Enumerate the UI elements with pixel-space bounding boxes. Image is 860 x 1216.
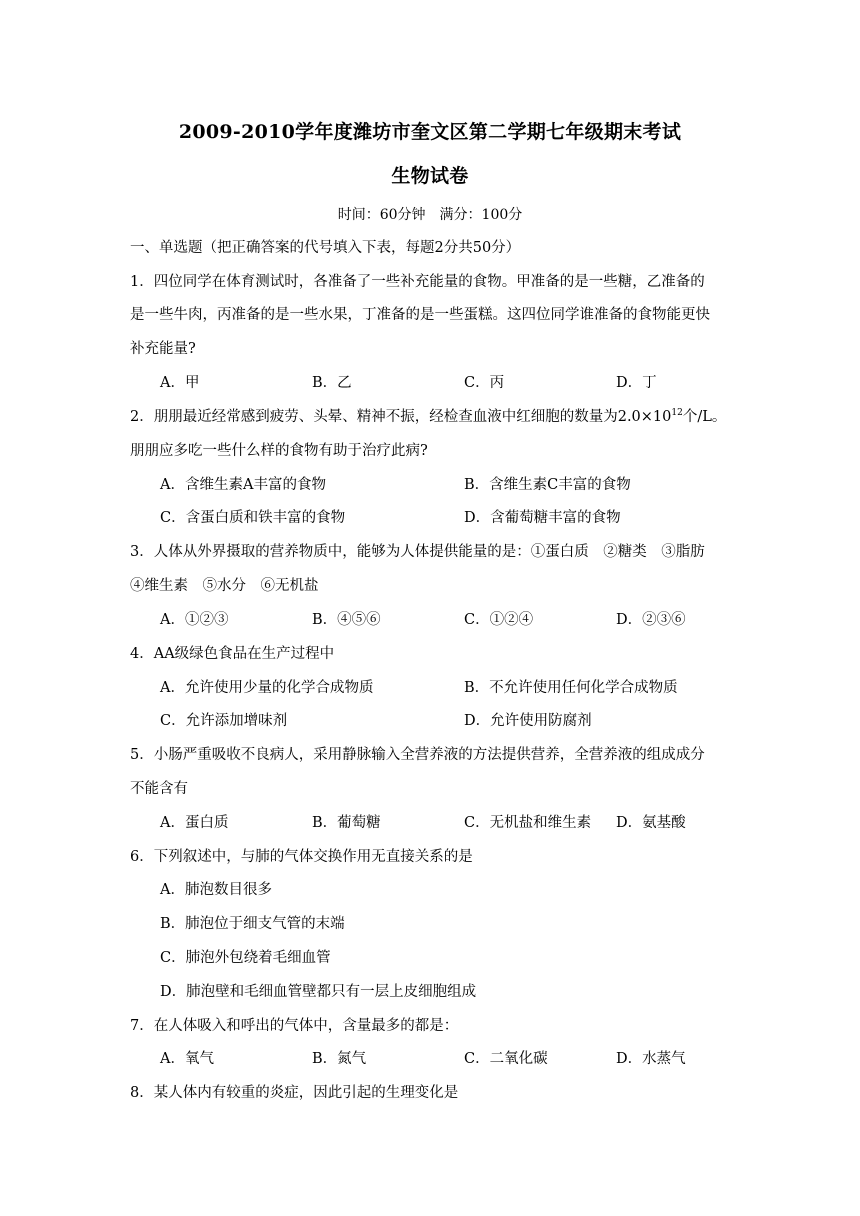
question-3-line-1: 3．人体从外界摄取的营养物质中，能够为人体提供能量的是：①蛋白质 ②糖类 ③脂肪 [130, 544, 705, 560]
question-1-option-b: B．乙 [312, 375, 352, 391]
question-2-option-d: D．含葡萄糖丰富的食物 [464, 510, 621, 526]
question-5-line-2: 不能含有 [130, 781, 188, 797]
question-1-option-c: C．丙 [464, 375, 505, 391]
question-7-option-b: B．氮气 [312, 1051, 367, 1067]
question-3-option-c: C．①②④ [464, 612, 534, 628]
question-6-option-d: D．肺泡壁和毛细血管壁都只有一层上皮细胞组成 [160, 984, 477, 1000]
section-heading: 一、单选题（把正确答案的代号填入下表，每题2分共50分） [130, 240, 521, 256]
question-6-option-b: B．肺泡位于细支气管的末端 [160, 916, 345, 932]
question-2-line-2: 朋朋应多吃一些什么样的食物有助于治疗此病? [130, 443, 428, 459]
question-1-line-1: 1．四位同学在体育测试时，各准备了一些补充能量的食物。甲准备的是一些糖，乙准备的 [130, 274, 705, 290]
question-6-line-1: 6．下列叙述中，与肺的气体交换作用无直接关系的是 [130, 849, 473, 865]
question-1-line-2: 是一些牛肉，丙准备的是一些水果，丁准备的是一些蛋糕。这四位同学谁准备的食物能更快 [130, 307, 710, 323]
question-5-option-c: C．无机盐和维生素 [464, 815, 592, 831]
question-2-option-c: C．含蛋白质和铁丰富的食物 [160, 510, 346, 526]
question-5-line-1: 5．小肠严重吸收不良病人，采用静脉输入全营养液的方法提供营养，全营养液的组成成分 [130, 747, 705, 763]
question-3-line-2: ④维生素 ⑤水分 ⑥无机盐 [130, 578, 319, 594]
question-7-option-a: A．氧气 [160, 1051, 214, 1067]
exam-title: 2009-2010学年度潍坊市奎文区第二学期七年级期末考试 [178, 121, 682, 143]
question-2-option-a: A．含维生素A丰富的食物 [160, 477, 326, 493]
question-3-option-a: A．①②③ [160, 612, 229, 628]
question-8-line-1: 8．某人体内有较重的炎症，因此引起的生理变化是 [130, 1085, 459, 1101]
question-4-option-b: B．不允许使用任何化学合成物质 [464, 680, 678, 696]
question-3-option-b: B．④⑤⑥ [312, 612, 381, 628]
question-5-option-b: B．葡萄糖 [312, 815, 381, 831]
question-1-option-a: A．甲 [160, 375, 200, 391]
exam-subtitle: 生物试卷 [391, 165, 469, 187]
question-7-option-d: D．水蒸气 [616, 1051, 686, 1067]
question-3-option-d: D．②③⑥ [616, 612, 686, 628]
question-2-line-1 [130, 405, 740, 426]
question-4-option-c: C．允许添加增味剂 [160, 713, 288, 729]
exam-meta: 时间：60分钟 满分：100分 [337, 207, 523, 223]
question-2-exponent: 12 [671, 408, 683, 419]
question-1-line-3: 补充能量? [130, 341, 196, 357]
question-6-option-a: A．肺泡数目很多 [160, 882, 272, 898]
question-1-option-d: D．丁 [616, 375, 657, 391]
question-2-text-after: 个/L。 [682, 409, 727, 425]
question-2-option-b: B．含维生素C丰富的食物 [464, 477, 631, 493]
question-4-option-a: A．允许使用少量的化学合成物质 [160, 680, 374, 696]
question-7-option-c: C．二氧化碳 [464, 1051, 548, 1067]
question-4-line-1: 4．AA级绿色食品在生产过程中 [130, 646, 335, 662]
question-7-line-1: 7．在人体吸入和呼出的气体中，含量最多的都是： [130, 1018, 459, 1034]
question-5-option-d: D．氨基酸 [616, 815, 686, 831]
question-2-text-before: 2．朋朋最近经常感到疲劳、头晕、精神不振，经检查血液中红细胞的数量为2.0×10 [130, 409, 672, 425]
question-6-option-c: C．肺泡外包绕着毛细血管 [160, 950, 331, 966]
question-4-option-d: D．允许使用防腐剂 [464, 713, 592, 729]
question-5-option-a: A．蛋白质 [160, 815, 229, 831]
